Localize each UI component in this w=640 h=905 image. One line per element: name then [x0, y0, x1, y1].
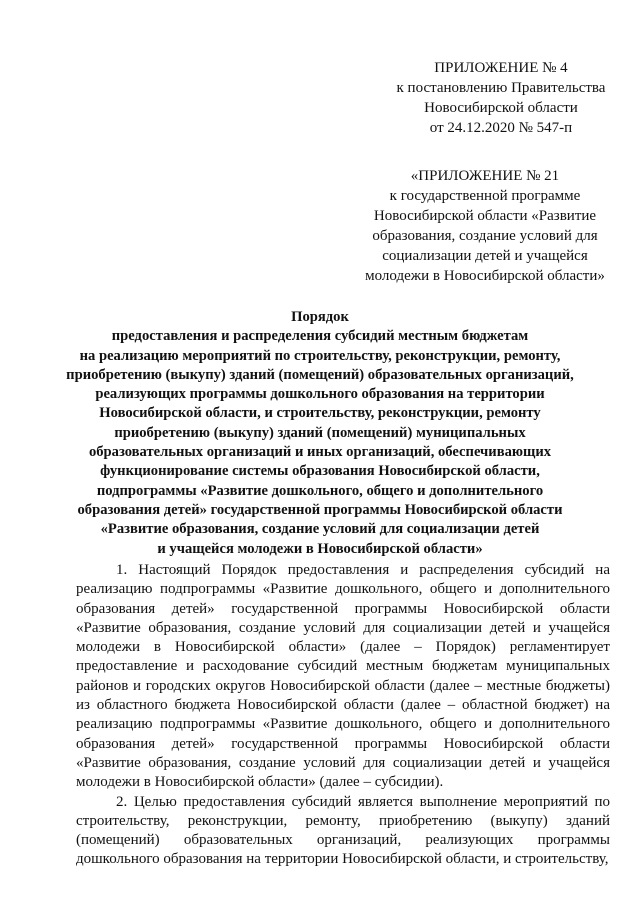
- body-paragraph: [76, 793, 610, 870]
- appendix-21-line: Новосибирской области «Развитие: [373, 208, 597, 224]
- title-line: Новосибирской области, и строительству, реконструкции, ремонту: [99, 405, 541, 422]
- title-line: приобретению (выкупу) зданий (помещений) муниципальных: [114, 424, 526, 441]
- appendix-21-line: социализации детей и учащейся: [382, 248, 588, 264]
- body-paragraph: [76, 561, 610, 793]
- appendix-21-line: «ПРИЛОЖЕНИЕ № 21: [410, 168, 560, 184]
- title-line: образовательных организаций и иных организаций, обеспечивающих: [88, 444, 552, 461]
- appendix-4-line: Новосибирской области: [424, 100, 578, 116]
- appendix-21-header: [352, 166, 618, 286]
- title-line: предоставления и распределения субсидий местным бюджетам: [111, 328, 529, 345]
- title-line: и учащейся молодежи в Новосибирской области»: [157, 540, 483, 557]
- title-line: функционирование системы образования Новосибирской области,: [100, 463, 540, 480]
- appendix-4-line: от 24.12.2020 № 547-п: [429, 120, 573, 136]
- title-line: приобретению (выкупу) зданий (помещений) образовательных организаций,: [66, 366, 574, 383]
- appendix-4-line: к постановлению Правительства: [396, 80, 606, 96]
- paragraph-text: 2. Целью предоставления субсидий является выполнение мероприятий по строительству, реконструкции, ремонту, приобретению (выкупу) зданий (помещений) образовательных организаций, реализующих программы дошкольного образования на территории Новосибирской области, и строительству,: [76, 793, 610, 868]
- document-body: [76, 561, 610, 870]
- title-line: Порядок: [291, 309, 349, 325]
- appendix-4-header: [386, 58, 616, 138]
- paragraph-text: 1. Настоящий Порядок предоставления и распределения субсидий на реализацию подпрограммы «Развитие дошкольного, общего и дополнительного образования детей» государственной программы Новосибирской области «Развитие образования, создание условий для социализации детей и учащейся молодежи в Новосибирской области» (далее – Порядок) регламентирует предоставление и расходование субсидий местным бюджетам муниципальных районов и городских округов Новосибирской области (далее – местные бюджеты) из областного бюджета Новосибирской области (далее – областной бюджет) на реализацию подпрограммы «Развитие дошкольного, общего и дополнительного образования детей» государственной программы Новосибирской области «Развитие образования, создание условий для социализации детей и учащейся молодежи в Новосибирской области» (далее – субсидии).: [76, 562, 610, 791]
- title-line: образования детей» государственной программы Новосибирской области: [77, 501, 563, 518]
- appendix-21-line: образования, создание условий для: [372, 228, 598, 244]
- title-line: «Развитие образования, создание условий для социализации детей: [100, 521, 540, 538]
- appendix-21-line: молодежи в Новосибирской области»: [365, 268, 605, 284]
- title-line: подпрограммы «Развитие дошкольного, общего и дополнительного: [96, 482, 544, 499]
- title-line: реализующих программы дошкольного образования на территории: [95, 386, 545, 403]
- appendix-21-line: к государственной программе: [389, 188, 581, 204]
- document-title: [66, 308, 574, 559]
- title-line: на реализацию мероприятий по строительству, реконструкции, ремонту,: [79, 347, 561, 364]
- appendix-4-line: ПРИЛОЖЕНИЕ № 4: [434, 60, 568, 76]
